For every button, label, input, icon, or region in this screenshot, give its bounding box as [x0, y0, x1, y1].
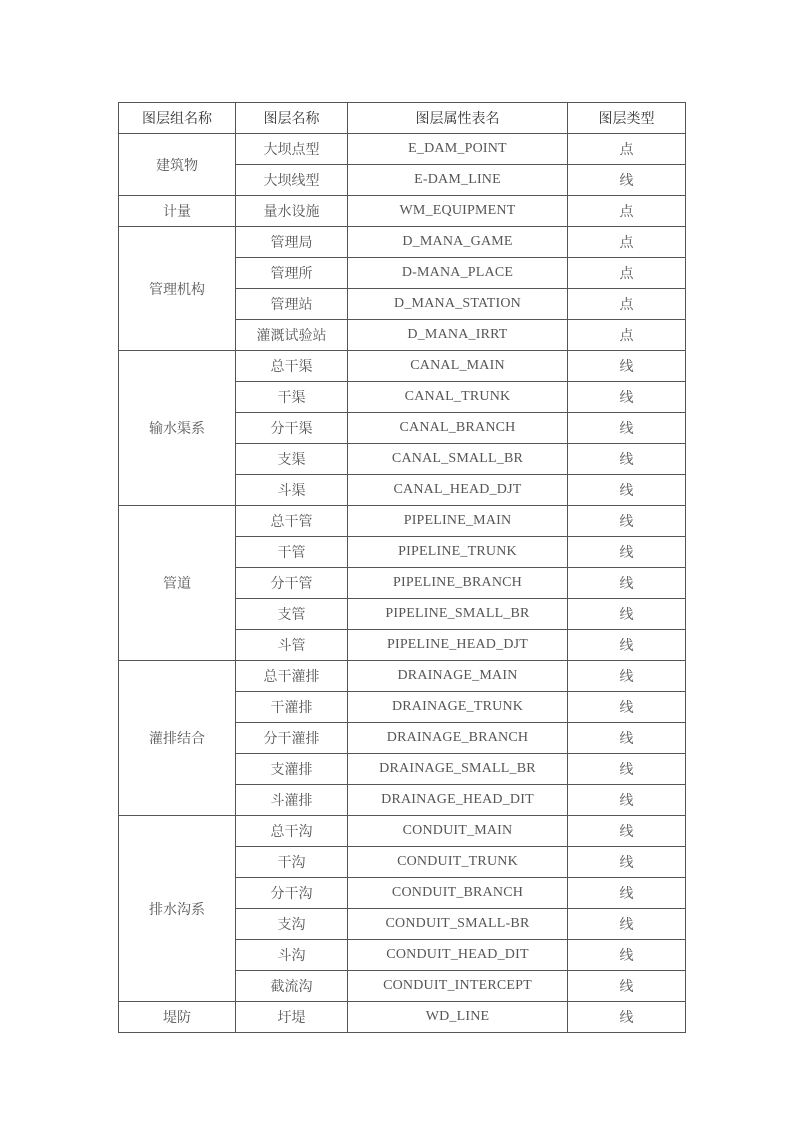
layer-name-cell: 大坝线型: [236, 165, 348, 196]
attribute-table-cell: CONDUIT_INTERCEPT: [348, 971, 568, 1002]
layer-type-cell: 线: [568, 816, 686, 847]
layer-type-cell: 线: [568, 847, 686, 878]
attribute-table-cell: D_MANA_GAME: [348, 227, 568, 258]
layer-name-cell: 总干沟: [236, 816, 348, 847]
layer-type-cell: 线: [568, 413, 686, 444]
layer-type-cell: 点: [568, 289, 686, 320]
attribute-table-cell: PIPELINE_MAIN: [348, 506, 568, 537]
layer-name-cell: 干灌排: [236, 692, 348, 723]
layer-name-cell: 斗渠: [236, 475, 348, 506]
table-row: [119, 1002, 686, 1033]
layer-name-cell: 支沟: [236, 909, 348, 940]
layer-type-cell: 点: [568, 258, 686, 289]
attribute-table-cell: E-DAM_LINE: [348, 165, 568, 196]
attribute-table-cell: CANAL_MAIN: [348, 351, 568, 382]
layer-group-cell: 计量: [119, 196, 236, 227]
layer-group-cell: 灌排结合: [119, 661, 236, 816]
layer-type-cell: 线: [568, 444, 686, 475]
layer-type-cell: 线: [568, 1002, 686, 1033]
layer-name-cell: 管理所: [236, 258, 348, 289]
layer-name-cell: 圩堤: [236, 1002, 348, 1033]
header-attribute-table: 图层属性表名: [348, 103, 568, 134]
layer-type-cell: 线: [568, 940, 686, 971]
layer-name-cell: 分干灌排: [236, 723, 348, 754]
layer-group-cell: 输水渠系: [119, 351, 236, 506]
layer-type-cell: 线: [568, 382, 686, 413]
layer-type-cell: 线: [568, 537, 686, 568]
table-row: [119, 661, 686, 692]
layer-type-cell: 线: [568, 723, 686, 754]
layer-group-cell: 排水沟系: [119, 816, 236, 1002]
attribute-table-cell: PIPELINE_HEAD_DJT: [348, 630, 568, 661]
layer-name-cell: 管理站: [236, 289, 348, 320]
layer-type-cell: 线: [568, 692, 686, 723]
layer-type-cell: 线: [568, 878, 686, 909]
attribute-table-cell: CANAL_HEAD_DJT: [348, 475, 568, 506]
layer-group-cell: 建筑物: [119, 134, 236, 196]
layer-name-cell: 量水设施: [236, 196, 348, 227]
layer-name-cell: 斗灌排: [236, 785, 348, 816]
layer-name-cell: 总干灌排: [236, 661, 348, 692]
header-layer-type: 图层类型: [568, 103, 686, 134]
layer-type-cell: 线: [568, 568, 686, 599]
layer-name-cell: 分干渠: [236, 413, 348, 444]
layer-table: [118, 102, 686, 1033]
layer-name-cell: 支管: [236, 599, 348, 630]
attribute-table-cell: D_MANA_STATION: [348, 289, 568, 320]
layer-name-cell: 支渠: [236, 444, 348, 475]
layer-name-cell: 斗沟: [236, 940, 348, 971]
header-layer-name: 图层名称: [236, 103, 348, 134]
table-row: [119, 134, 686, 165]
layer-name-cell: 截流沟: [236, 971, 348, 1002]
layer-group-cell: 堤防: [119, 1002, 236, 1033]
layer-group-cell: 管道: [119, 506, 236, 661]
layer-name-cell: 分干管: [236, 568, 348, 599]
table-row: [119, 227, 686, 258]
attribute-table-cell: CONDUIT_BRANCH: [348, 878, 568, 909]
layer-name-cell: 总干渠: [236, 351, 348, 382]
layer-name-cell: 干管: [236, 537, 348, 568]
attribute-table-cell: CONDUIT_SMALL-BR: [348, 909, 568, 940]
attribute-table-cell: CONDUIT_HEAD_DIT: [348, 940, 568, 971]
layer-type-cell: 线: [568, 661, 686, 692]
layer-name-cell: 管理局: [236, 227, 348, 258]
layer-name-cell: 大坝点型: [236, 134, 348, 165]
layer-type-cell: 线: [568, 754, 686, 785]
layer-name-cell: 支灌排: [236, 754, 348, 785]
attribute-table-cell: WM_EQUIPMENT: [348, 196, 568, 227]
attribute-table-cell: CANAL_BRANCH: [348, 413, 568, 444]
layer-type-cell: 线: [568, 599, 686, 630]
attribute-table-cell: PIPELINE_SMALL_BR: [348, 599, 568, 630]
attribute-table-cell: DRAINAGE_MAIN: [348, 661, 568, 692]
table-row: [119, 351, 686, 382]
attribute-table-cell: CONDUIT_MAIN: [348, 816, 568, 847]
table-body: [119, 134, 686, 1033]
attribute-table-cell: CONDUIT_TRUNK: [348, 847, 568, 878]
layer-type-cell: 线: [568, 475, 686, 506]
layer-type-cell: 线: [568, 785, 686, 816]
attribute-table-cell: PIPELINE_BRANCH: [348, 568, 568, 599]
layer-name-cell: 干渠: [236, 382, 348, 413]
layer-group-cell: 管理机构: [119, 227, 236, 351]
layer-type-cell: 线: [568, 506, 686, 537]
layer-type-cell: 线: [568, 351, 686, 382]
layer-name-cell: 灌溉试验站: [236, 320, 348, 351]
attribute-table-cell: DRAINAGE_TRUNK: [348, 692, 568, 723]
layer-type-cell: 点: [568, 227, 686, 258]
attribute-table-cell: PIPELINE_TRUNK: [348, 537, 568, 568]
attribute-table-cell: DRAINAGE_BRANCH: [348, 723, 568, 754]
layer-type-cell: 点: [568, 196, 686, 227]
attribute-table-cell: D_MANA_IRRT: [348, 320, 568, 351]
layer-name-cell: 斗管: [236, 630, 348, 661]
attribute-table-cell: WD_LINE: [348, 1002, 568, 1033]
layer-name-cell: 干沟: [236, 847, 348, 878]
layer-type-cell: 线: [568, 630, 686, 661]
layer-type-cell: 线: [568, 971, 686, 1002]
layer-type-cell: 线: [568, 909, 686, 940]
attribute-table-cell: CANAL_SMALL_BR: [348, 444, 568, 475]
layer-name-cell: 总干管: [236, 506, 348, 537]
attribute-table-cell: DRAINAGE_SMALL_BR: [348, 754, 568, 785]
table-row: [119, 506, 686, 537]
table-row: [119, 816, 686, 847]
table-header-row: [119, 103, 686, 134]
attribute-table-cell: CANAL_TRUNK: [348, 382, 568, 413]
layer-type-cell: 线: [568, 165, 686, 196]
layer-name-cell: 分干沟: [236, 878, 348, 909]
attribute-table-cell: DRAINAGE_HEAD_DIT: [348, 785, 568, 816]
layer-type-cell: 点: [568, 134, 686, 165]
header-layer-group: 图层组名称: [119, 103, 236, 134]
layer-type-cell: 点: [568, 320, 686, 351]
attribute-table-cell: E_DAM_POINT: [348, 134, 568, 165]
attribute-table-cell: D-MANA_PLACE: [348, 258, 568, 289]
table-row: [119, 196, 686, 227]
